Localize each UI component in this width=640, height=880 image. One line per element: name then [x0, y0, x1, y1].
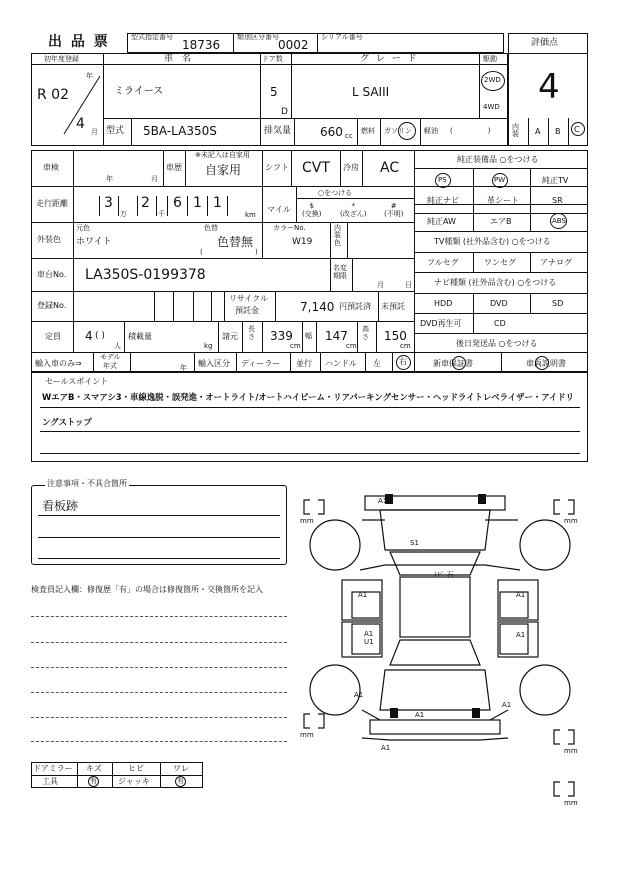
dims-label: 諸元 — [222, 332, 238, 341]
damage-front-bumper: A1 — [378, 497, 388, 505]
equip-tv: 純正TV — [542, 176, 569, 185]
color-no: W19 — [292, 237, 313, 247]
damage-trunk: A1 — [415, 711, 425, 719]
legend-scratch: キズ — [86, 764, 102, 773]
mileage-km: km — [245, 211, 256, 219]
recycle-paid: 円預託済 — [339, 302, 371, 311]
tv-analog: アナログ — [540, 258, 572, 267]
drive-label: 駆動 — [483, 55, 497, 63]
capacity-label: 定員 — [45, 332, 61, 341]
color-no-label: カラーNo. — [273, 224, 306, 232]
shift-label: シフト — [265, 163, 289, 172]
damage-fl-door: A1 — [358, 591, 368, 599]
navi-label: ナビ種類 (社外品含む) ○をつける — [434, 278, 557, 287]
rear-left-tire — [310, 665, 360, 715]
import-dealer: ディーラー — [241, 359, 281, 368]
reg-no-label: 登録No. — [37, 301, 67, 310]
height-label: 高さ — [362, 325, 369, 341]
tv-full: フルセグ — [427, 258, 459, 267]
sales-line1: WエアB・スマアシ3・車線逸脱・誤発進・オートライト/オートハイビーム・リアパーキングセンサー・ヘッドライトレベライザー・アイドリ — [42, 392, 574, 402]
serial-label: シリアル番号 — [321, 33, 363, 41]
import-label: 輸入車のみ⇒ — [35, 359, 82, 368]
front-right-tire — [520, 520, 570, 570]
height: 150 — [384, 329, 407, 343]
mile-altered: * (改ざん) — [340, 202, 367, 219]
month-unit: 月 — [91, 128, 98, 136]
grade-label: グ レ ー ド — [360, 54, 419, 64]
warranty: 新車保証書 — [433, 359, 473, 368]
front-right-door — [498, 580, 538, 620]
drive-4wd: 4WD — [483, 103, 500, 111]
rear-bumper — [370, 720, 500, 734]
damage-rr-door: A1 — [516, 631, 526, 639]
fuel-label: 燃料 — [361, 127, 375, 135]
inspection-year: 年 — [106, 175, 113, 183]
mile-label: マイル — [267, 205, 291, 214]
mm-label-1: mm — [300, 517, 314, 525]
displacement: 660 — [320, 125, 343, 139]
model-label: 型式 — [106, 126, 125, 136]
color-change-paren-close: ) — [255, 248, 258, 256]
length-cm: cm — [290, 342, 301, 350]
legend-jack: ジャッキ — [118, 777, 150, 786]
drive-2wd: 2WD — [484, 76, 501, 84]
height-cm: cm — [400, 342, 411, 350]
mileage-sen: 千 — [158, 210, 165, 218]
handle-left: 左 — [373, 359, 381, 368]
cat-num: 0002 — [278, 38, 309, 52]
chassis: LA350S-0199378 — [85, 267, 206, 283]
equip-aw: 純正AW — [427, 217, 456, 226]
trunk — [380, 670, 490, 710]
damage-rear-right: A1 — [502, 701, 512, 709]
load-kg: kg — [204, 342, 213, 350]
inspection-label: 車検 — [43, 163, 59, 172]
import-type-label: 輸入区分 — [198, 359, 230, 368]
navi-hdd: HDD — [434, 299, 453, 308]
year-unit: 年 — [86, 72, 93, 80]
mileage-label: 走行距離 — [36, 199, 68, 208]
mileage-d1: 3 — [104, 195, 113, 211]
mile-exchange: $ (交換) — [302, 202, 322, 219]
equip-airbag: エアB — [490, 217, 512, 226]
model-year-label-2: 年式 — [103, 362, 117, 370]
mm-label-2: mm — [564, 517, 578, 525]
inspection-month: 月 — [151, 175, 158, 183]
inspector-label: 検査員記入欄：修復歴「有」の場合は修復箇所・交換箇所を記入 — [31, 585, 263, 594]
legend-tools: 工具 — [42, 777, 58, 786]
chassis-label: 車台No. — [37, 270, 67, 279]
length: 339 — [270, 329, 293, 343]
cat-num-label: 類別区分番号 — [237, 33, 279, 41]
mileage-d4: 1 — [193, 195, 202, 211]
rear-right-tire — [520, 665, 570, 715]
car-name: ミライース — [114, 86, 164, 97]
tv-one: ワンセグ — [484, 258, 516, 267]
car-name-label: 車 名 — [164, 54, 192, 64]
mileage-d3: 6 — [173, 195, 182, 211]
length-label: 長さ — [248, 325, 255, 341]
equip-abs: ABS — [552, 217, 566, 225]
mm-label-4: mm — [564, 747, 578, 755]
damage-rear-left: A1 — [354, 691, 364, 699]
form-title: 出 品 票 — [48, 34, 110, 50]
manual: 車両説明書 — [526, 359, 566, 368]
mileage-man: 万 — [120, 210, 127, 218]
width-cm: cm — [346, 342, 357, 350]
usage: 自家用 — [205, 163, 242, 177]
front-left-tire — [310, 520, 360, 570]
usage-label: 車歴 — [166, 163, 182, 172]
equip-cd: CD — [494, 319, 506, 328]
dvd-playback: DVD再生可 — [420, 319, 462, 328]
legend-jack-have: 有 — [177, 777, 184, 785]
import-parallel: 並行 — [296, 359, 312, 368]
type-num: 18736 — [182, 38, 221, 52]
width-label: 幅 — [305, 332, 312, 340]
equip-ps: PS — [438, 176, 447, 184]
model-year-unit: 年 — [180, 364, 187, 372]
capacity-paren: ( ) — [95, 331, 105, 341]
first-reg-month: 4 — [76, 116, 85, 132]
equip-sr: SR — [552, 196, 563, 205]
legend-crack: ヒビ — [128, 764, 144, 773]
rear-window — [390, 640, 480, 665]
mm-label-5: mm — [564, 799, 578, 807]
color-change-label: 色替 — [204, 224, 218, 232]
rear-left-door — [342, 622, 382, 657]
damage-rear-bumper: A1 — [381, 744, 391, 752]
displacement-label: 排気量 — [264, 126, 292, 136]
hood — [380, 510, 490, 550]
sales-box — [31, 372, 588, 462]
recycle-amount: 7,140 — [300, 300, 335, 314]
roof — [400, 577, 470, 637]
color-change: 色替無 — [217, 235, 254, 249]
caution-text: 看板跡 — [42, 499, 79, 513]
front-left-door — [342, 580, 382, 620]
genuine-label: 純正装備品 ○をつける — [457, 155, 539, 164]
orig-color-label: 元色 — [76, 224, 90, 232]
interior-c: C — [574, 125, 580, 134]
capacity-unit: 人 — [114, 342, 121, 350]
ext-color-label: 外装色 — [37, 235, 61, 244]
damage-rl-door: A1 U1 — [364, 630, 374, 647]
equip-navi: 純正ナビ — [427, 196, 459, 205]
recycle-label-2: 預託金 — [235, 306, 259, 315]
mileage-d5: 1 — [213, 195, 222, 211]
doors-label: ドア数 — [262, 55, 283, 63]
name-change-label: 名変期限 — [333, 264, 347, 281]
rear-right-door — [498, 622, 538, 657]
recycle-unpaid: 未預託 — [381, 302, 405, 311]
mile-note: ○をつける — [318, 189, 353, 197]
displacement-cc: cc — [345, 132, 353, 140]
navi-dvd: DVD — [490, 299, 508, 308]
equip-leather: 革シート — [487, 196, 519, 205]
mm-label-3: mm — [300, 731, 314, 739]
legend-break: ワレ — [173, 764, 189, 773]
usage-note: ※未記入は自家用 — [195, 151, 250, 159]
tv-label: TV種類 (社外品含む) ○をつける — [434, 237, 551, 246]
model-year-label-1: モデル — [100, 353, 121, 361]
handle-label: ハンドル — [325, 359, 357, 368]
equip-pw: PW — [494, 176, 506, 184]
score-label: 評価点 — [531, 38, 559, 48]
navi-sd: SD — [552, 299, 564, 308]
caution-label: 注意事項・不具合箇所 — [47, 479, 127, 488]
ac-label: 冷房 — [343, 163, 359, 172]
damage-stone-chip: ﾄﾋﾞ 石 — [434, 571, 454, 579]
handle-right: 右 — [399, 357, 407, 366]
oil-label: 軽油 — [424, 127, 438, 135]
orig-color: ホワイト — [76, 237, 112, 247]
type-num-label: 型式指定番号 — [131, 33, 173, 41]
width: 147 — [325, 329, 348, 343]
caution-box — [31, 485, 287, 565]
shift: CVT — [302, 160, 330, 176]
later-label: 後日発送品 ○をつける — [456, 339, 538, 348]
ac: AC — [380, 160, 400, 176]
oil-paren: ( ) — [450, 127, 491, 135]
damage-hood: S1 — [410, 539, 419, 547]
legend-tools-have: 有 — [90, 777, 97, 785]
fuel-gasoline: ガソリン — [384, 127, 412, 135]
grade: L SAIII — [352, 85, 390, 99]
door-type: D — [281, 107, 288, 117]
interior-b: B — [555, 127, 561, 136]
load-label: 積載量 — [128, 332, 152, 341]
color-change-paren: ( — [200, 248, 203, 256]
name-change-month: 月 — [377, 281, 384, 289]
recycle-label-1: リサイクル — [229, 294, 268, 303]
mile-unknown: # (不明) — [384, 202, 404, 219]
int-color-label: 内装色 — [334, 224, 341, 247]
doors: 5 — [270, 85, 278, 99]
legend-mirror: ドアミラー — [33, 764, 73, 773]
mileage-d2: 2 — [141, 195, 150, 211]
first-reg-era: R 02 — [37, 87, 69, 103]
sales-label: セールスポイント — [45, 377, 109, 386]
model: 5BA-LA350S — [143, 124, 217, 138]
name-change-day: 日 — [405, 281, 412, 289]
sales-line2: ングストップ — [42, 417, 92, 427]
damage-fr-door: A1 — [516, 591, 526, 599]
interior-label: 内装 — [512, 123, 519, 138]
interior-a: A — [535, 127, 541, 136]
capacity: 4 — [85, 329, 93, 343]
car-damage-diagram — [290, 480, 590, 810]
first-reg-label: 初年度登録 — [44, 55, 79, 63]
score-value: 4 — [538, 67, 560, 107]
